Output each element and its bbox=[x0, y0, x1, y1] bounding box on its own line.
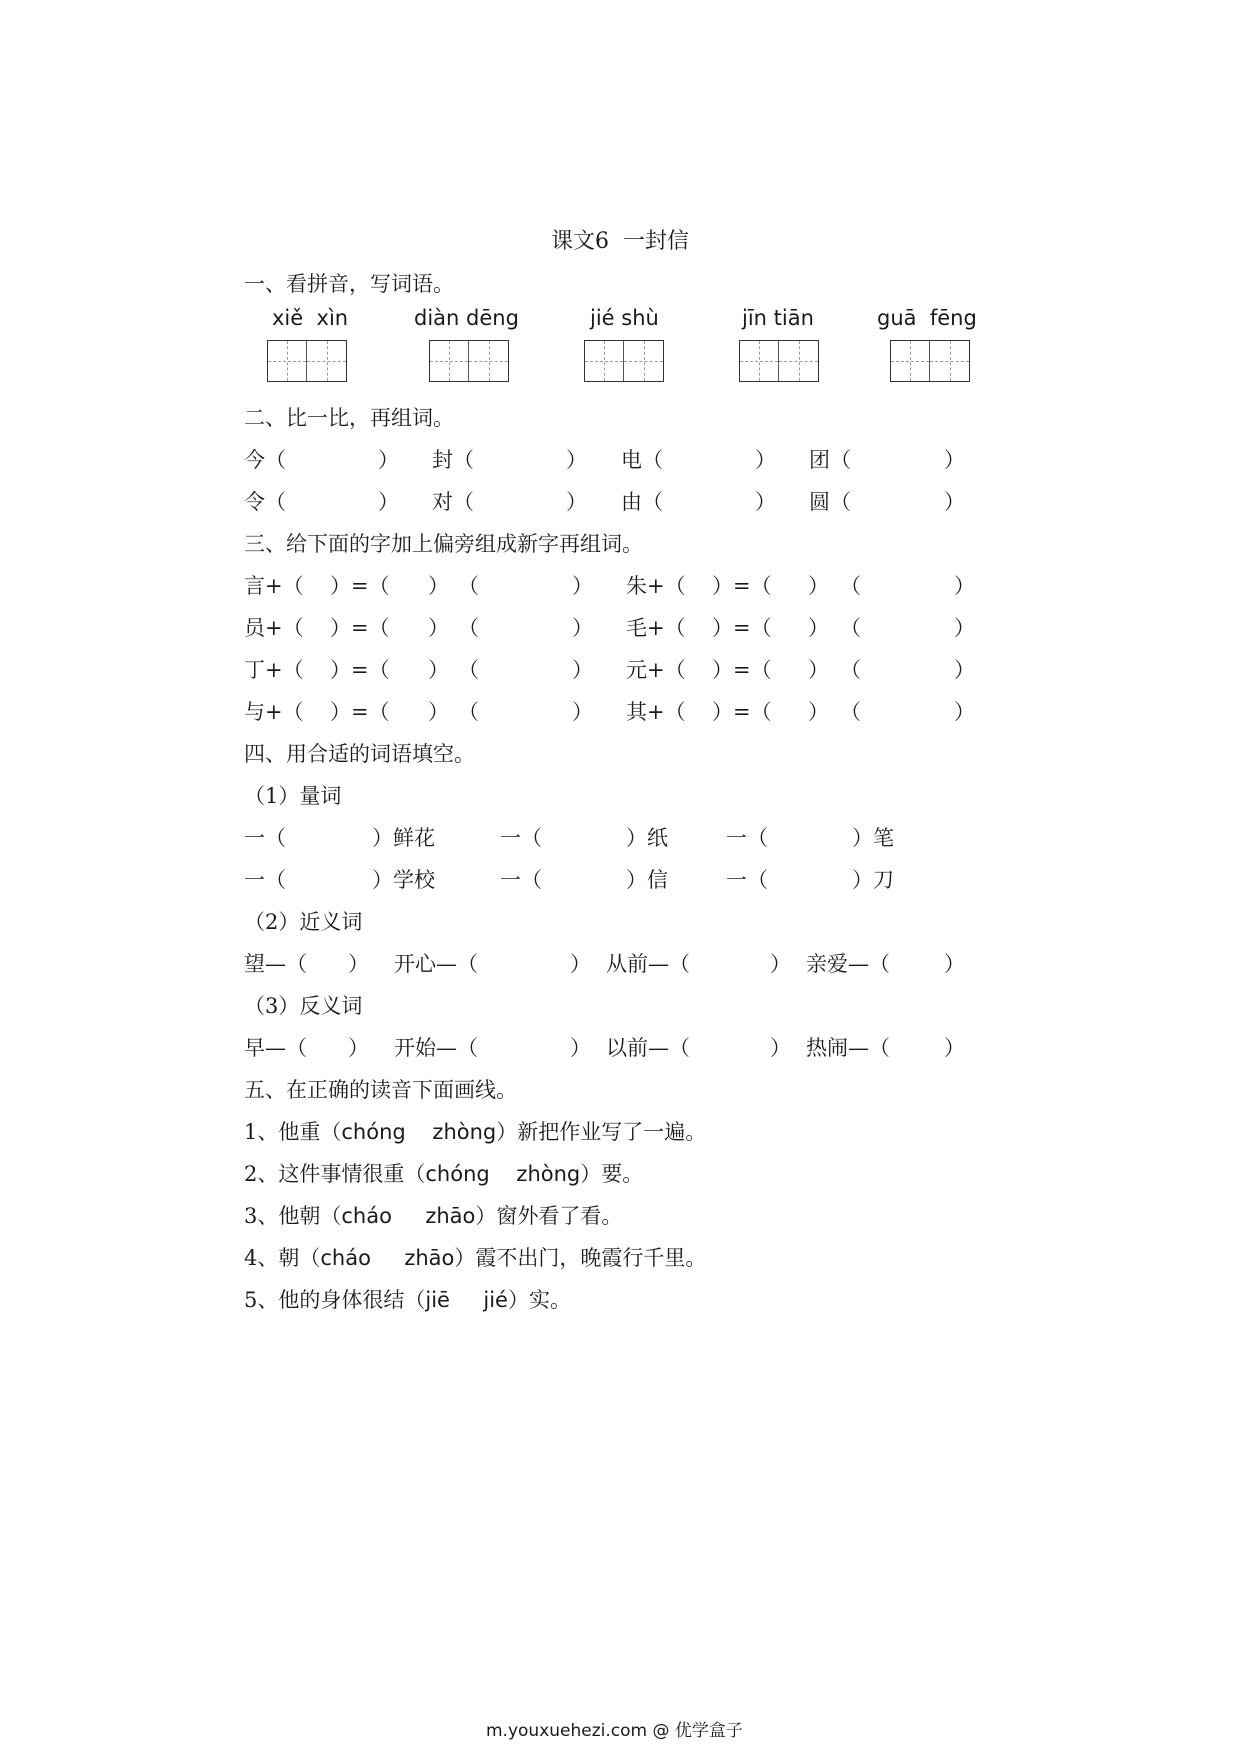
reading-line-4: 4、朝（cháo zhāo）霞不出门，晚霞行千里。 bbox=[244, 1246, 707, 1270]
compare-item: 电（ bbox=[621, 448, 663, 472]
compare-item: 令（ bbox=[244, 490, 286, 514]
reading-line-5: 5、他的身体很结（jiē jié）实。 bbox=[244, 1288, 571, 1312]
compare-close: ） bbox=[755, 490, 776, 514]
radical-open: （ bbox=[458, 616, 479, 640]
measure-open: 一（ bbox=[500, 826, 542, 850]
antonym-close: ） bbox=[570, 1036, 591, 1060]
section-3-heading: 三、给下面的字加上偏旁组成新字再组词。 bbox=[244, 532, 643, 556]
measure-close: ）鲜花 bbox=[372, 826, 435, 850]
pinyin-option[interactable]: cháo bbox=[320, 1246, 371, 1270]
radical-close: ） bbox=[954, 616, 975, 640]
pinyin-2: diàn dēng bbox=[414, 306, 519, 330]
radical-eq: ）=（ bbox=[330, 616, 390, 640]
pinyin-5: guā fēng bbox=[877, 306, 977, 330]
radical-open: （ bbox=[458, 700, 479, 724]
radical-base: 丁+（ bbox=[244, 658, 304, 682]
radical-base: 员+（ bbox=[244, 616, 304, 640]
pinyin-option[interactable]: cháo bbox=[341, 1204, 392, 1228]
radical-base: 朱+（ bbox=[626, 574, 686, 598]
radical-base: 其+（ bbox=[626, 700, 686, 724]
footer-watermark: m.youxuehezi.com @ 优学盒子 bbox=[486, 1721, 743, 1741]
antonym-open: 开始—（ bbox=[394, 1036, 478, 1060]
radical-eq: ）=（ bbox=[330, 658, 390, 682]
antonym-open: 以前—（ bbox=[606, 1036, 690, 1060]
pinyin-option[interactable]: zhòng bbox=[516, 1162, 581, 1186]
radical-close: ） bbox=[572, 574, 593, 598]
section-2-heading: 二、比一比，再组词。 bbox=[244, 406, 454, 430]
radical-close: ） bbox=[808, 658, 829, 682]
compare-close: ） bbox=[566, 448, 587, 472]
writing-grid-4[interactable] bbox=[739, 340, 819, 382]
antonym-close: ） bbox=[770, 1036, 791, 1060]
radical-open: （ bbox=[458, 574, 479, 598]
radical-close: ） bbox=[428, 574, 449, 598]
radical-base: 言+（ bbox=[244, 574, 304, 598]
synonym-open: 亲爱—（ bbox=[806, 952, 890, 976]
radical-close: ） bbox=[808, 574, 829, 598]
radical-close: ） bbox=[572, 658, 593, 682]
pinyin-3: jié shù bbox=[590, 306, 659, 330]
compare-item: 圆（ bbox=[809, 490, 851, 514]
radical-close: ） bbox=[954, 700, 975, 724]
measure-close: ）信 bbox=[626, 868, 668, 892]
compare-close: ） bbox=[378, 448, 399, 472]
compare-close: ） bbox=[378, 490, 399, 514]
radical-close: ） bbox=[572, 616, 593, 640]
measure-open: 一（ bbox=[726, 826, 768, 850]
sub-heading-antonyms: （3）反义词 bbox=[244, 994, 363, 1018]
radical-close: ） bbox=[428, 700, 449, 724]
compare-close: ） bbox=[944, 448, 965, 472]
synonym-close: ） bbox=[348, 952, 369, 976]
measure-close: ）学校 bbox=[372, 868, 435, 892]
measure-open: 一（ bbox=[726, 868, 768, 892]
antonym-close: ） bbox=[348, 1036, 369, 1060]
reading-line-2: 2、这件事情很重（chóng zhòng）要。 bbox=[244, 1162, 644, 1186]
synonym-open: 从前—（ bbox=[606, 952, 690, 976]
section-1-heading: 一、看拼音，写词语。 bbox=[244, 272, 454, 296]
radical-open: （ bbox=[840, 616, 861, 640]
synonym-close: ） bbox=[770, 952, 791, 976]
synonym-open: 望—（ bbox=[244, 952, 307, 976]
writing-grid-5[interactable] bbox=[890, 340, 970, 382]
writing-grid-1[interactable] bbox=[267, 340, 347, 382]
pinyin-option[interactable]: jié bbox=[483, 1288, 508, 1312]
reading-line-3: 3、他朝（cháo zhāo）窗外看了看。 bbox=[244, 1204, 623, 1228]
radical-open: （ bbox=[840, 700, 861, 724]
radical-close: ） bbox=[808, 700, 829, 724]
measure-close: ）笔 bbox=[852, 826, 894, 850]
sub-heading-measure-words: （1）量词 bbox=[244, 784, 342, 808]
radical-close: ） bbox=[428, 616, 449, 640]
radical-open: （ bbox=[458, 658, 479, 682]
compare-item: 由（ bbox=[621, 490, 663, 514]
antonym-open: 早—（ bbox=[244, 1036, 307, 1060]
compare-close: ） bbox=[944, 490, 965, 514]
compare-close: ） bbox=[755, 448, 776, 472]
measure-close: ）刀 bbox=[852, 868, 894, 892]
measure-close: ）纸 bbox=[626, 826, 668, 850]
pinyin-option[interactable]: zhāo bbox=[425, 1204, 476, 1228]
radical-close: ） bbox=[572, 700, 593, 724]
compare-item: 封（ bbox=[432, 448, 474, 472]
antonym-open: 热闹—（ bbox=[806, 1036, 890, 1060]
radical-base: 元+（ bbox=[626, 658, 686, 682]
pinyin-4: jīn tiān bbox=[742, 306, 814, 330]
radical-eq: ）=（ bbox=[330, 700, 390, 724]
radical-eq: ）=（ bbox=[330, 574, 390, 598]
section-5-heading: 五、在正确的读音下面画线。 bbox=[244, 1078, 517, 1102]
measure-open: 一（ bbox=[244, 868, 286, 892]
measure-open: 一（ bbox=[244, 826, 286, 850]
radical-close: ） bbox=[808, 616, 829, 640]
writing-grid-3[interactable] bbox=[584, 340, 664, 382]
radical-base: 毛+（ bbox=[626, 616, 686, 640]
compare-item: 对（ bbox=[432, 490, 474, 514]
radical-open: （ bbox=[840, 574, 861, 598]
radical-eq: ）=（ bbox=[712, 574, 772, 598]
antonym-close: ） bbox=[944, 1036, 965, 1060]
writing-grid-2[interactable] bbox=[429, 340, 509, 382]
page-title: 课文6 一封信 bbox=[551, 229, 689, 254]
radical-close: ） bbox=[954, 658, 975, 682]
synonym-open: 开心—（ bbox=[394, 952, 478, 976]
pinyin-option[interactable]: chóng bbox=[425, 1162, 490, 1186]
radical-open: （ bbox=[840, 658, 861, 682]
synonym-close: ） bbox=[944, 952, 965, 976]
pinyin-option[interactable]: zhāo bbox=[404, 1246, 455, 1270]
reading-line-1: 1、他重（chóng zhòng）新把作业写了一遍。 bbox=[244, 1120, 707, 1144]
pinyin-option[interactable]: chóng bbox=[341, 1120, 406, 1144]
synonym-close: ） bbox=[570, 952, 591, 976]
measure-open: 一（ bbox=[500, 868, 542, 892]
compare-item: 团（ bbox=[809, 448, 851, 472]
compare-item: 今（ bbox=[244, 448, 286, 472]
radical-base: 与+（ bbox=[244, 700, 304, 724]
sub-heading-synonyms: （2）近义词 bbox=[244, 910, 363, 934]
section-4-heading: 四、用合适的词语填空。 bbox=[244, 742, 475, 766]
pinyin-option[interactable]: zhòng bbox=[432, 1120, 497, 1144]
radical-close: ） bbox=[428, 658, 449, 682]
radical-close: ） bbox=[954, 574, 975, 598]
radical-eq: ）=（ bbox=[712, 658, 772, 682]
pinyin-1: xiě xìn bbox=[272, 306, 349, 330]
pinyin-option[interactable]: jiē bbox=[425, 1288, 450, 1312]
radical-eq: ）=（ bbox=[712, 700, 772, 724]
radical-eq: ）=（ bbox=[712, 616, 772, 640]
compare-close: ） bbox=[566, 490, 587, 514]
